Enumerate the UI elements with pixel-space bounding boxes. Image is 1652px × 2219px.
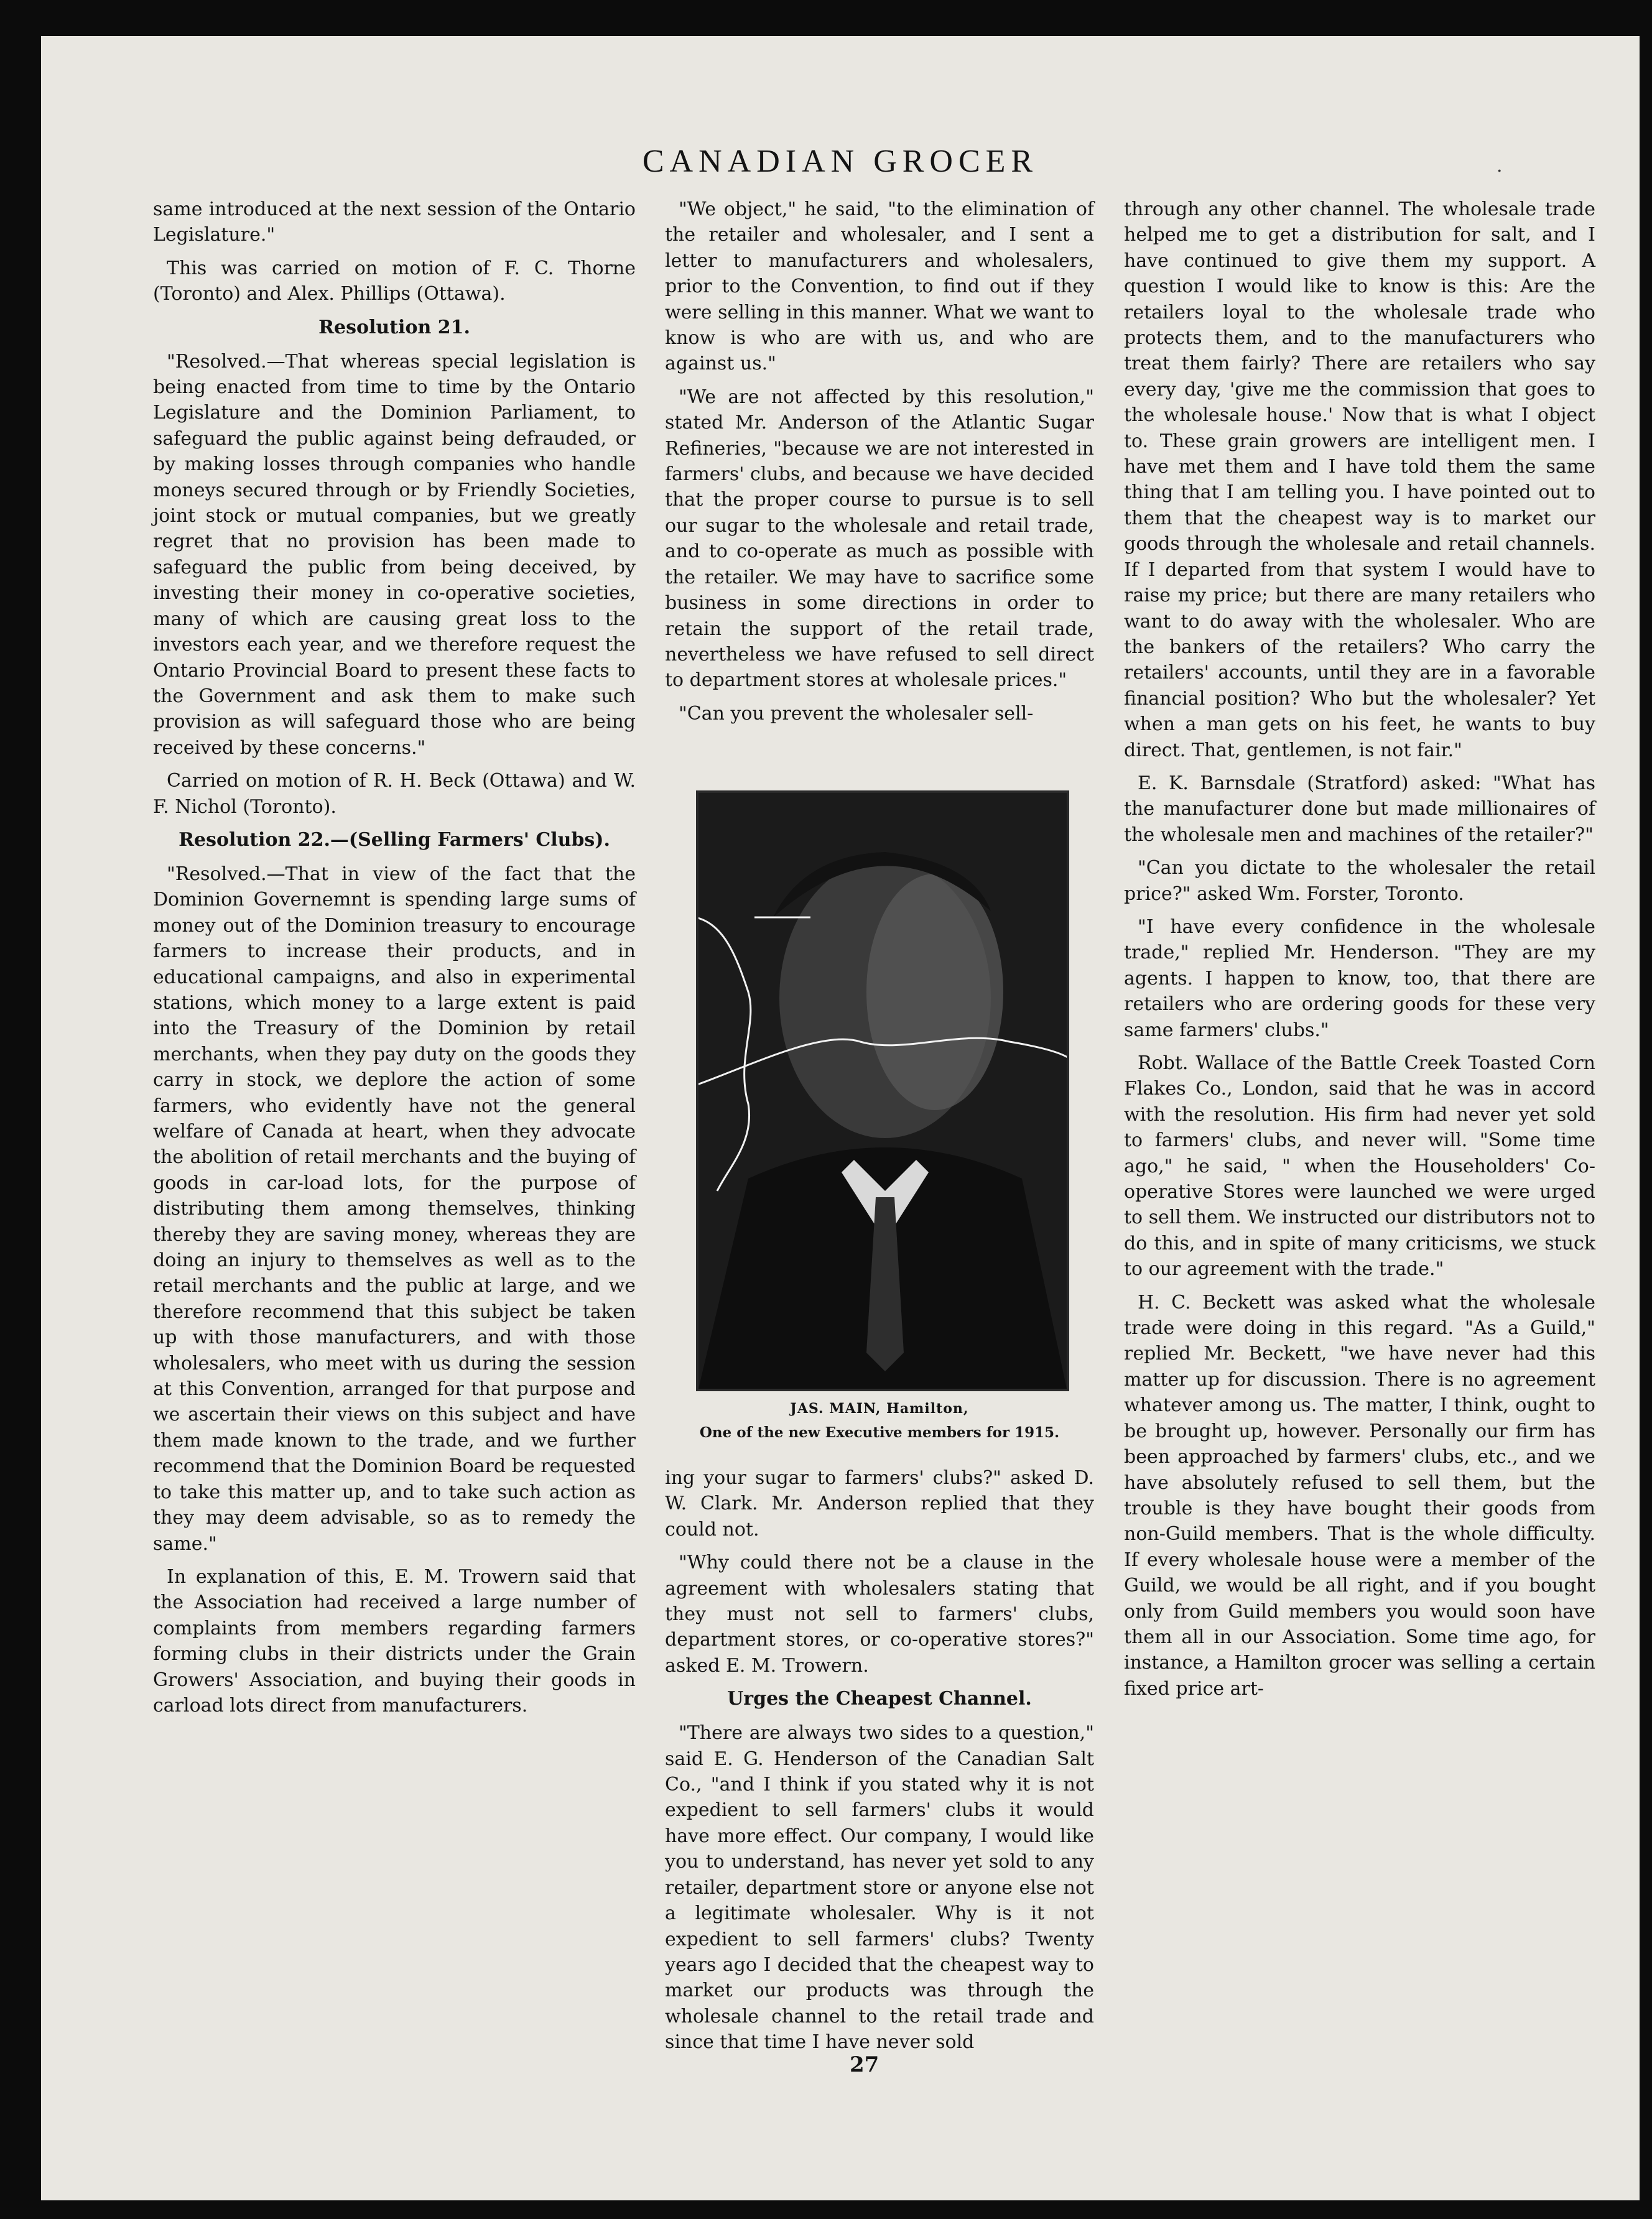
paragraph: "Resolved.—That in view of the fact that the Dominion Governemnt is spending large sums of money out of the Dominion treasury to encourage farmers to increase their products, and in educational campaigns, and also in experimental stations, which money to a large extent is paid into the Treasury of the Dominion by retail merchants, when they pay duty on the goods they carry in stock, we deplore the action of some farmers, who evidently have not the general welfare of Canada at heart, when they advocate the abolition of retail merchants and the buying of goods in car-load lots, for the purpose of distributing them among themselves, thinking thereby they are saving money, whereas they are doing an injury to themselves as well as to the retail merchants and the public at large, and we therefore recommend that this subject be taken up with those manufacturers, and with those wholesalers, who meet with us during the session at this Convention, arranged for that purpose and we ascertain their views on this subject and have them made known to the trade, and we further recommend that the Dominion Board be requested to take this matter up, and to take such action as they may deem advisable, so as to remedy the same." (153, 863, 636, 1555)
paragraph: "There are always two sides to a question," said E. G. Henderson of the Canadian Salt Co., "and I think if you stated why it is not expedient to sell farmers' clubs it would have more effect. Our company, I would like you to understand, has never yet sold to any retailer, department store or anyone else not a legitimate wholesaler. Why is it not expedient to sell farmers' clubs? Twenty years ago I decided that the cheapest way to market our products was through the wholesale channel to the retail trade and since that time I have never sold (665, 1722, 1094, 2054)
column-middle (665, 197, 1094, 734)
page-number: 27 (850, 2052, 879, 2077)
portrait-illustration (698, 793, 1067, 1389)
paragraph: This was carried on motion of F. C. Thorne (Toronto) and Alex. Phillips (Ottawa). (153, 257, 636, 305)
portrait-photo (696, 790, 1069, 1391)
paragraph: "We object," he said, "to the elimination of the retailer and wholesaler, and I sent a letter to manufacturers and wholesalers, prior to the Convention, to find out if they were selling in this manner. What we want to know is who are with us, and who are against us." (665, 198, 1094, 375)
paragraph: H. C. Beckett was asked what the wholesale trade were doing in this regard. "As a Guild," replied Mr. Beckett, "we have never had this matter up for discussion. There is no agreement whatever among us. The matter, I think, ought to be brought up, however. Personally our firm has been approached by farmers' clubs, etc., and we have absolutely refused to sell them, but the trouble is they have bought their goods from non-Guild members. That is the whole difficulty. If every wholesale house were a member of the Guild, we would be all right, and if you bought only from Guild members you would soon have them all in our Association. Some time ago, for instance, a Hamilton grocer was selling a certain fixed price art- (1124, 1291, 1595, 1700)
scan-mark: · (1497, 160, 1503, 182)
column-middle-continued (665, 1465, 1094, 2063)
column-left (153, 197, 636, 1726)
paragraph: "Resolved.—That whereas special legislation is being enacted from time to time by the Ontario Legislature and the Dominion Parliament, to safeguard the public against being defrauded, or by making losses through companies who handle moneys secured through or by Friendly Societies, joint stock or mutual companies, but we greatly regret that no provision has been made to safeguard the public from being deceived, by investing their money in co-operative societies, many of which are causing great loss to the investors each year, and we therefore request the Ontario Provincial Board to present these facts to the Government and ask them to make such provision as will safeguard those who are being received by these concerns." (153, 350, 636, 759)
paragraph: "Can you prevent the wholesaler sell- (679, 702, 1034, 725)
paragraph: In explanation of this, E. M. Trowern said that the Association had received a large number of complaints from members regarding farmers forming clubs in their districts under the Grain Growers' Association, and buying their goods in carload lots direct from manufacturers. (153, 1565, 636, 1716)
paragraph: "Why could there not be a clause in the agreement with wholesalers stating that they must not sell to farmers' clubs, department stores, or co-operative stores?" asked E. M. Trowern. (665, 1552, 1094, 1677)
section-heading: Resolution 21. (318, 316, 470, 338)
paragraph: same introduced at the next session of the Ontario Legislature." (153, 198, 636, 246)
paragraph: "We are not affected by this resolution," stated Mr. Anderson of the Atlantic Sugar Refineries, "because we are not interested in farmers' clubs, and because we have decided that the proper course to pursue is to sell our sugar to the wholesale and retail trade, and to co-operate as much as possible with the retailer. We may have to sacrifice some business in some directions in order to retain the support of the retail trade, nevertheless we have refused to sell direct to department stores at wholesale prices." (665, 386, 1094, 692)
section-heading: Resolution 22.—(Selling Farmers' Clubs). (179, 828, 610, 851)
section-heading: Urges the Cheapest Channel. (727, 1688, 1032, 1710)
paragraph: Carried on motion of R. H. Beck (Ottawa) and W. F. Nichol (Toronto). (153, 770, 636, 818)
paragraph: "Can you dictate to the wholesaler the retail price?" asked Wm. Forster, Toronto. (1124, 857, 1595, 905)
masthead: CANADIAN GROCER (642, 144, 1039, 179)
photo-caption-name: JAS. MAIN, Hamilton, (790, 1401, 969, 1417)
paragraph: E. K. Barnsdale (Stratford) asked: "What has the manufacturer done but made millionaires of the wholesale men and machines of the retailer?" (1124, 772, 1595, 846)
magazine-page (41, 36, 1640, 2200)
column-right (1124, 197, 1595, 1709)
photo-caption-description: One of the new Executive members for 1915. (699, 1424, 1060, 1441)
paragraph: through any other channel. The wholesale trade helped me to get a distribution for salt, and I have continued to give them my support. A question I would like to know is this: Are the retailers loyal to the wholesale trade who protects them, and to the manufacturers who treat them fairly? There are retailers who say every day, 'give me the commission that goes to the wholesale house.' Now that is what I object to. These grain growers are intelligent men. I have met them and I have told them the same thing that I am telling you. I have pointed out to them that the cheapest way is to market our goods through the wholesale and retail channels. If I departed from that system I would have to raise my price; but there are many retailers who want to do away with the wholesaler. Who are the bankers of the retailers? Who carry the retailers' accounts, until they are in a favorable financial position? Who but the wholesaler? Yet when a man gets on his feet, he wants to buy direct. That, gentlemen, is not fair." (1124, 198, 1595, 761)
paragraph: ing your sugar to farmers' clubs?" asked D. W. Clark. Mr. Anderson replied that they could not. (665, 1467, 1094, 1540)
paragraph: Robt. Wallace of the Battle Creek Toasted Corn Flakes Co., London, said that he was in accord with the resolution. His firm had never yet sold to farmers' clubs, and never will. "Some time ago," he said, " when the Householders' Co-operative Stores were launched we were urged to sell them. We instructed our distributors not to do this, and in spite of many criticisms, we stuck to our agreement with the trade." (1124, 1052, 1595, 1281)
paragraph: "I have every confidence in the wholesale trade," replied Mr. Henderson. "They are my agents. I happen to know, too, that there are retailers who are ordering goods for these very same farmers' clubs." (1124, 915, 1595, 1041)
